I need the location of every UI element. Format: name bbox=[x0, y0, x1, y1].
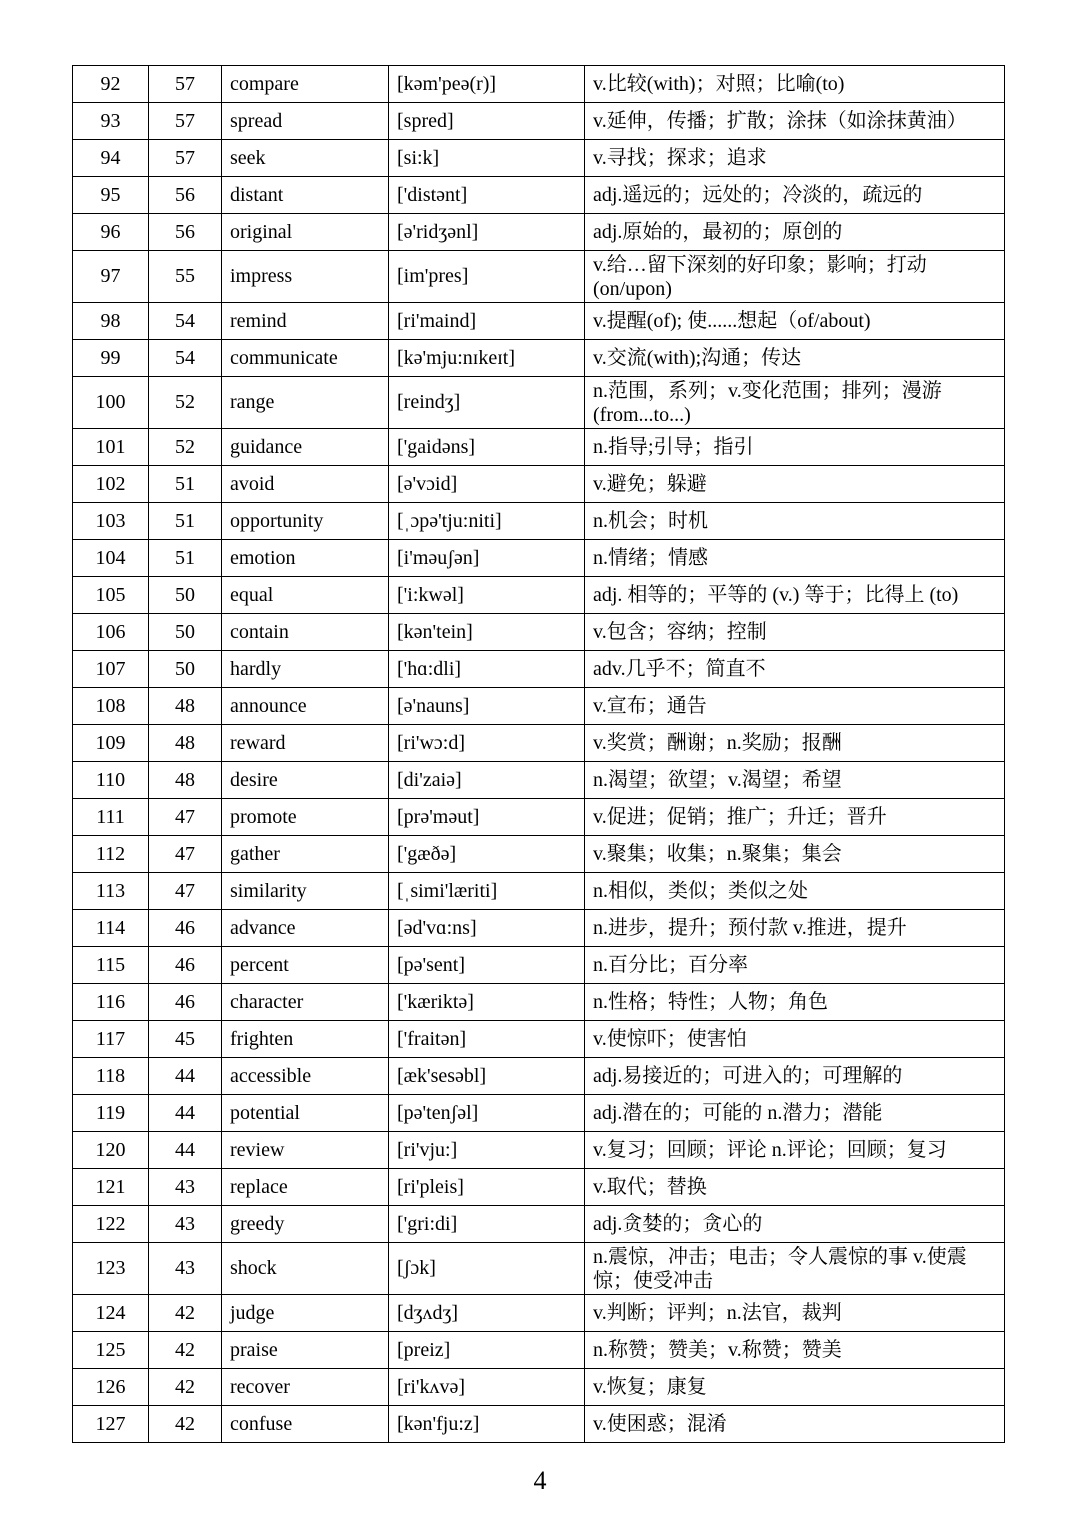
table-row bbox=[73, 1332, 1005, 1369]
row-word: accessible bbox=[222, 1058, 389, 1095]
vocabulary-table bbox=[72, 65, 1005, 1443]
row-phonetic: [ə'ridʒənl] bbox=[389, 214, 585, 251]
table-row bbox=[73, 1243, 1005, 1295]
row-index: 119 bbox=[73, 1095, 149, 1132]
row-phonetic: [ri'wɔ:d] bbox=[389, 725, 585, 762]
definition-text: n.震惊，冲击；电击；令人震惊的事 v.使震惊；使受冲击 bbox=[593, 1245, 967, 1292]
row-frequency: 56 bbox=[149, 214, 222, 251]
row-word: replace bbox=[222, 1169, 389, 1206]
row-word: judge bbox=[222, 1295, 389, 1332]
row-word: praise bbox=[222, 1332, 389, 1369]
row-index: 106 bbox=[73, 614, 149, 651]
row-word: desire bbox=[222, 762, 389, 799]
row-frequency: 44 bbox=[149, 1095, 222, 1132]
row-frequency: 52 bbox=[149, 377, 222, 429]
row-phonetic: [preiz] bbox=[389, 1332, 585, 1369]
table-row bbox=[73, 725, 1005, 762]
row-phonetic: [əd'vɑ:ns] bbox=[389, 910, 585, 947]
row-word: hardly bbox=[222, 651, 389, 688]
row-phonetic: ['fraitən] bbox=[389, 1021, 585, 1058]
definition-text: v.交流(with);沟通；传达 bbox=[593, 347, 802, 369]
definition-text: n.范围，系列；v.变化范围；排列；漫游(from...to...) bbox=[593, 379, 942, 426]
definition-text: v.给…留下深刻的好印象；影响；打动(on/upon) bbox=[593, 253, 927, 300]
row-index: 127 bbox=[73, 1406, 149, 1443]
row-phonetic: ['distənt] bbox=[389, 177, 585, 214]
row-word: reward bbox=[222, 725, 389, 762]
row-word: communicate bbox=[222, 340, 389, 377]
row-phonetic: [ri'kʌvə] bbox=[389, 1369, 585, 1406]
definition-text: v.包含；容纳；控制 bbox=[593, 621, 767, 643]
row-phonetic: [pə'sent] bbox=[389, 947, 585, 984]
row-phonetic: [kən'fju:z] bbox=[389, 1406, 585, 1443]
row-word: original bbox=[222, 214, 389, 251]
row-index: 110 bbox=[73, 762, 149, 799]
row-word: contain bbox=[222, 614, 389, 651]
table-row bbox=[73, 910, 1005, 947]
row-index: 105 bbox=[73, 577, 149, 614]
row-definition bbox=[585, 140, 1005, 177]
definition-text: n.称赞；赞美；v.称赞；赞美 bbox=[593, 1339, 842, 1361]
definition-text: adj.遥远的；远处的；冷淡的，疏远的 bbox=[593, 184, 923, 206]
table-row bbox=[73, 762, 1005, 799]
definition-text: v.促进；促销；推广；升迁；晋升 bbox=[593, 806, 887, 828]
table-row bbox=[73, 340, 1005, 377]
row-phonetic: ['gri:di] bbox=[389, 1206, 585, 1243]
row-frequency: 46 bbox=[149, 984, 222, 1021]
row-frequency: 54 bbox=[149, 340, 222, 377]
table-row bbox=[73, 651, 1005, 688]
row-phonetic: [ri'pleis] bbox=[389, 1169, 585, 1206]
row-word: potential bbox=[222, 1095, 389, 1132]
row-index: 125 bbox=[73, 1332, 149, 1369]
row-index: 113 bbox=[73, 873, 149, 910]
table-row bbox=[73, 1169, 1005, 1206]
table-row bbox=[73, 214, 1005, 251]
row-word: announce bbox=[222, 688, 389, 725]
row-phonetic: [æk'sesəbl] bbox=[389, 1058, 585, 1095]
row-phonetic: [dʒʌdʒ] bbox=[389, 1295, 585, 1332]
row-word: recover bbox=[222, 1369, 389, 1406]
row-frequency: 57 bbox=[149, 103, 222, 140]
row-index: 122 bbox=[73, 1206, 149, 1243]
table-row bbox=[73, 947, 1005, 984]
row-definition bbox=[585, 910, 1005, 947]
row-phonetic: [i'məuʃən] bbox=[389, 540, 585, 577]
row-index: 99 bbox=[73, 340, 149, 377]
row-index: 120 bbox=[73, 1132, 149, 1169]
row-definition bbox=[585, 1295, 1005, 1332]
row-definition bbox=[585, 688, 1005, 725]
row-word: spread bbox=[222, 103, 389, 140]
definition-text: adj.潜在的；可能的 n.潜力；潜能 bbox=[593, 1102, 883, 1124]
row-definition bbox=[585, 1332, 1005, 1369]
definition-text: v.奖赏；酬谢；n.奖励；报酬 bbox=[593, 732, 842, 754]
row-definition bbox=[585, 947, 1005, 984]
row-word: frighten bbox=[222, 1021, 389, 1058]
row-definition bbox=[585, 725, 1005, 762]
row-index: 116 bbox=[73, 984, 149, 1021]
row-definition bbox=[585, 836, 1005, 873]
row-word: seek bbox=[222, 140, 389, 177]
row-index: 93 bbox=[73, 103, 149, 140]
row-frequency: 46 bbox=[149, 947, 222, 984]
row-frequency: 51 bbox=[149, 466, 222, 503]
row-frequency: 56 bbox=[149, 177, 222, 214]
row-frequency: 42 bbox=[149, 1295, 222, 1332]
row-word: percent bbox=[222, 947, 389, 984]
row-frequency: 50 bbox=[149, 651, 222, 688]
table-row bbox=[73, 688, 1005, 725]
row-word: character bbox=[222, 984, 389, 1021]
table-row bbox=[73, 873, 1005, 910]
row-word: shock bbox=[222, 1243, 389, 1295]
table-row bbox=[73, 303, 1005, 340]
row-phonetic: [ʃɔk] bbox=[389, 1243, 585, 1295]
row-definition bbox=[585, 1095, 1005, 1132]
row-index: 103 bbox=[73, 503, 149, 540]
row-index: 107 bbox=[73, 651, 149, 688]
row-index: 98 bbox=[73, 303, 149, 340]
row-word: guidance bbox=[222, 429, 389, 466]
table-row bbox=[73, 540, 1005, 577]
row-definition bbox=[585, 1058, 1005, 1095]
row-word: range bbox=[222, 377, 389, 429]
row-definition bbox=[585, 1369, 1005, 1406]
row-word: review bbox=[222, 1132, 389, 1169]
row-frequency: 42 bbox=[149, 1406, 222, 1443]
definition-text: adj. 相等的；平等的 (v.) 等于；比得上 (to) bbox=[593, 584, 959, 606]
row-definition bbox=[585, 1243, 1005, 1295]
definition-text: n.指导;引导；指引 bbox=[593, 436, 754, 458]
row-phonetic: [reindʒ] bbox=[389, 377, 585, 429]
definition-text: n.渴望；欲望；v.渴望；希望 bbox=[593, 769, 842, 791]
definition-text: n.性格；特性；人物；角色 bbox=[593, 991, 828, 1013]
row-index: 92 bbox=[73, 66, 149, 103]
row-frequency: 50 bbox=[149, 577, 222, 614]
row-index: 96 bbox=[73, 214, 149, 251]
row-frequency: 51 bbox=[149, 540, 222, 577]
table-row bbox=[73, 140, 1005, 177]
definition-text: adj.贪婪的；贪心的 bbox=[593, 1213, 763, 1235]
table-row bbox=[73, 1369, 1005, 1406]
page-number: 4 bbox=[533, 1466, 547, 1495]
table-row bbox=[73, 466, 1005, 503]
row-index: 95 bbox=[73, 177, 149, 214]
table-row bbox=[73, 103, 1005, 140]
definition-text: adj.原始的，最初的；原创的 bbox=[593, 221, 843, 243]
row-index: 117 bbox=[73, 1021, 149, 1058]
definition-text: v.判断；评判；n.法官，裁判 bbox=[593, 1302, 842, 1324]
row-phonetic: ['i:kwəl] bbox=[389, 577, 585, 614]
row-definition bbox=[585, 214, 1005, 251]
row-phonetic: [ˌɔpə'tju:niti] bbox=[389, 503, 585, 540]
row-frequency: 44 bbox=[149, 1058, 222, 1095]
row-index: 115 bbox=[73, 947, 149, 984]
table-row bbox=[73, 577, 1005, 614]
row-word: confuse bbox=[222, 1406, 389, 1443]
row-index: 123 bbox=[73, 1243, 149, 1295]
row-definition bbox=[585, 1021, 1005, 1058]
definition-text: adv.几乎不；简直不 bbox=[593, 658, 766, 680]
row-index: 100 bbox=[73, 377, 149, 429]
row-word: equal bbox=[222, 577, 389, 614]
table-row bbox=[73, 66, 1005, 103]
row-phonetic: ['hɑ:dli] bbox=[389, 651, 585, 688]
row-frequency: 43 bbox=[149, 1169, 222, 1206]
table-row bbox=[73, 614, 1005, 651]
row-frequency: 42 bbox=[149, 1332, 222, 1369]
definition-text: v.提醒(of); 使......想起（of/about) bbox=[593, 310, 871, 332]
row-definition bbox=[585, 1206, 1005, 1243]
row-frequency: 42 bbox=[149, 1369, 222, 1406]
row-word: avoid bbox=[222, 466, 389, 503]
row-frequency: 47 bbox=[149, 873, 222, 910]
row-index: 126 bbox=[73, 1369, 149, 1406]
row-index: 114 bbox=[73, 910, 149, 947]
row-index: 108 bbox=[73, 688, 149, 725]
row-definition bbox=[585, 177, 1005, 214]
row-index: 104 bbox=[73, 540, 149, 577]
row-definition bbox=[585, 66, 1005, 103]
row-word: compare bbox=[222, 66, 389, 103]
row-phonetic: [ri'maind] bbox=[389, 303, 585, 340]
row-definition bbox=[585, 303, 1005, 340]
row-phonetic: [ə'nauns] bbox=[389, 688, 585, 725]
row-index: 111 bbox=[73, 799, 149, 836]
row-index: 94 bbox=[73, 140, 149, 177]
table-row bbox=[73, 377, 1005, 429]
row-frequency: 46 bbox=[149, 910, 222, 947]
row-phonetic: ['gæðə] bbox=[389, 836, 585, 873]
row-definition bbox=[585, 1132, 1005, 1169]
row-definition bbox=[585, 251, 1005, 303]
row-word: promote bbox=[222, 799, 389, 836]
row-definition bbox=[585, 503, 1005, 540]
definition-text: v.取代；替换 bbox=[593, 1176, 707, 1198]
row-definition bbox=[585, 762, 1005, 799]
definition-text: v.宣布；通告 bbox=[593, 695, 707, 717]
row-phonetic: [kən'tein] bbox=[389, 614, 585, 651]
definition-text: n.进步，提升；预付款 v.推进，提升 bbox=[593, 917, 907, 939]
definition-text: v.避免；躲避 bbox=[593, 473, 707, 495]
row-definition bbox=[585, 377, 1005, 429]
row-definition bbox=[585, 466, 1005, 503]
table-row bbox=[73, 251, 1005, 303]
table-row bbox=[73, 836, 1005, 873]
table-row bbox=[73, 1095, 1005, 1132]
row-definition bbox=[585, 540, 1005, 577]
row-definition bbox=[585, 577, 1005, 614]
row-frequency: 55 bbox=[149, 251, 222, 303]
row-index: 109 bbox=[73, 725, 149, 762]
table-row bbox=[73, 984, 1005, 1021]
row-phonetic: [ˌsimi'læriti] bbox=[389, 873, 585, 910]
row-index: 102 bbox=[73, 466, 149, 503]
definition-text: n.百分比；百分率 bbox=[593, 954, 748, 976]
table-row bbox=[73, 1021, 1005, 1058]
row-frequency: 51 bbox=[149, 503, 222, 540]
definition-text: v.使困惑；混淆 bbox=[593, 1413, 727, 1435]
row-word: distant bbox=[222, 177, 389, 214]
table-row bbox=[73, 1206, 1005, 1243]
definition-text: n.相似，类似；类似之处 bbox=[593, 880, 808, 902]
definition-text: adj.易接近的；可进入的；可理解的 bbox=[593, 1065, 903, 1087]
row-phonetic: [spred] bbox=[389, 103, 585, 140]
table-row bbox=[73, 1295, 1005, 1332]
table-row bbox=[73, 177, 1005, 214]
row-phonetic: [im'pres] bbox=[389, 251, 585, 303]
definition-text: v.寻找；探求；追求 bbox=[593, 147, 767, 169]
row-phonetic: [prə'məut] bbox=[389, 799, 585, 836]
row-frequency: 54 bbox=[149, 303, 222, 340]
row-index: 112 bbox=[73, 836, 149, 873]
row-frequency: 47 bbox=[149, 799, 222, 836]
row-frequency: 57 bbox=[149, 66, 222, 103]
row-definition bbox=[585, 340, 1005, 377]
row-frequency: 45 bbox=[149, 1021, 222, 1058]
row-frequency: 43 bbox=[149, 1206, 222, 1243]
row-definition bbox=[585, 799, 1005, 836]
row-definition bbox=[585, 103, 1005, 140]
row-definition bbox=[585, 984, 1005, 1021]
row-index: 124 bbox=[73, 1295, 149, 1332]
row-frequency: 44 bbox=[149, 1132, 222, 1169]
definition-text: v.聚集；收集；n.聚集；集会 bbox=[593, 843, 842, 865]
row-definition bbox=[585, 873, 1005, 910]
row-index: 121 bbox=[73, 1169, 149, 1206]
table-row bbox=[73, 503, 1005, 540]
row-definition bbox=[585, 651, 1005, 688]
row-phonetic: [si:k] bbox=[389, 140, 585, 177]
definition-text: v.延伸，传播；扩散；涂抹（如涂抹黄油） bbox=[593, 110, 967, 132]
row-index: 101 bbox=[73, 429, 149, 466]
row-definition bbox=[585, 1169, 1005, 1206]
row-phonetic: ['kæriktə] bbox=[389, 984, 585, 1021]
definition-text: v.比较(with)；对照；比喻(to) bbox=[593, 73, 845, 95]
row-word: remind bbox=[222, 303, 389, 340]
row-word: similarity bbox=[222, 873, 389, 910]
definition-text: v.复习；回顾；评论 n.评论；回顾；复习 bbox=[593, 1139, 947, 1161]
row-frequency: 43 bbox=[149, 1243, 222, 1295]
row-word: opportunity bbox=[222, 503, 389, 540]
row-frequency: 48 bbox=[149, 688, 222, 725]
row-index: 118 bbox=[73, 1058, 149, 1095]
row-phonetic: [kə'mju:nɪkeɪt] bbox=[389, 340, 585, 377]
row-definition bbox=[585, 1406, 1005, 1443]
row-phonetic: ['gaidəns] bbox=[389, 429, 585, 466]
row-word: impress bbox=[222, 251, 389, 303]
row-definition bbox=[585, 429, 1005, 466]
row-phonetic: [ri'vju:] bbox=[389, 1132, 585, 1169]
row-frequency: 48 bbox=[149, 725, 222, 762]
row-word: gather bbox=[222, 836, 389, 873]
row-definition bbox=[585, 614, 1005, 651]
definition-text: n.机会；时机 bbox=[593, 510, 708, 532]
row-index: 97 bbox=[73, 251, 149, 303]
row-phonetic: [ə'vɔid] bbox=[389, 466, 585, 503]
row-word: emotion bbox=[222, 540, 389, 577]
table-row bbox=[73, 799, 1005, 836]
row-phonetic: [pə'tenʃəl] bbox=[389, 1095, 585, 1132]
table-row bbox=[73, 1406, 1005, 1443]
table-row bbox=[73, 1058, 1005, 1095]
row-frequency: 52 bbox=[149, 429, 222, 466]
definition-text: v.使惊吓；使害怕 bbox=[593, 1028, 747, 1050]
row-frequency: 50 bbox=[149, 614, 222, 651]
row-phonetic: [kəm'peə(r)] bbox=[389, 66, 585, 103]
definition-text: v.恢复；康复 bbox=[593, 1376, 707, 1398]
row-frequency: 47 bbox=[149, 836, 222, 873]
table-row bbox=[73, 429, 1005, 466]
definition-text: n.情绪；情感 bbox=[593, 547, 708, 569]
row-word: advance bbox=[222, 910, 389, 947]
row-frequency: 57 bbox=[149, 140, 222, 177]
row-frequency: 48 bbox=[149, 762, 222, 799]
table-row bbox=[73, 1132, 1005, 1169]
vocabulary-table-body bbox=[73, 66, 1005, 1443]
row-phonetic: [di'zaiə] bbox=[389, 762, 585, 799]
row-word: greedy bbox=[222, 1206, 389, 1243]
